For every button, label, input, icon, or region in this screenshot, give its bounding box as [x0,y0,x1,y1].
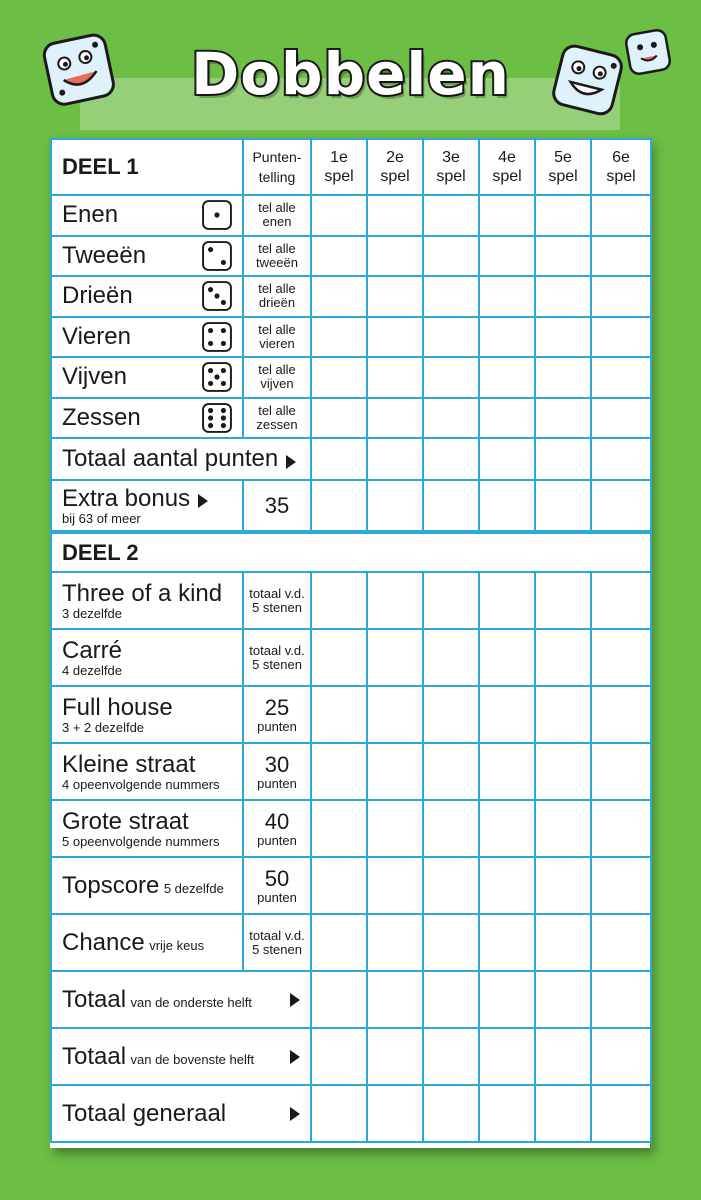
category-label: Topscore [62,871,160,899]
score-cell-part2-4-game-3[interactable] [423,743,479,800]
score-cell-part1-6-game-6[interactable] [591,398,651,439]
table-row [51,317,651,358]
score-cell-bonus-game-6[interactable] [591,480,651,532]
score-cell-part1-4-game-1[interactable] [311,317,367,358]
score-cell-part1-3-game-4[interactable] [479,276,535,317]
score-cell-total-points-game-1[interactable] [311,438,367,480]
points-rule-line: tel alle [258,321,296,337]
row-label [51,914,243,971]
points-rule [243,800,311,857]
points-rule-line: drieën [258,295,296,311]
category-note: 3 + 2 dezelfde [62,719,145,735]
totals-text [62,1044,254,1070]
game-column-header-6 [591,139,651,195]
score-cell-part1-1-game-6[interactable] [591,195,651,236]
points-rule [243,236,311,277]
die-face-6-icon [202,403,232,433]
score-cell-bonus-game-2[interactable] [367,480,423,532]
score-cell-part1-5-game-6[interactable] [591,357,651,398]
score-cell-part1-2-game-4[interactable] [479,236,535,277]
points-rule [243,317,311,358]
table-row [51,914,651,971]
score-cell-part1-3-game-6[interactable] [591,276,651,317]
score-cell-part1-5-game-2[interactable] [367,357,423,398]
game-column-header-5 [535,139,591,195]
score-cell-part2-7-game-6[interactable] [591,914,651,971]
score-cell-part1-3-game-3[interactable] [423,276,479,317]
score-cell-part1-5-game-5[interactable] [535,357,591,398]
score-cell-part2-2-game-6[interactable] [591,629,651,686]
row-label-wrap [62,362,242,392]
score-cell-totals-2-game-2[interactable] [367,1028,423,1085]
score-cell-part2-3-game-5[interactable] [535,686,591,743]
row-label [51,629,243,686]
score-cell-part2-5-game-6[interactable] [591,800,651,857]
score-cell-part1-2-game-6[interactable] [591,236,651,277]
totals-row [51,1028,651,1085]
totals-label [51,1028,311,1085]
total-points-text: Totaal aantal punten [62,445,279,472]
score-cell-part1-3-game-2[interactable] [367,276,423,317]
points-value: 30 [264,751,290,777]
game-number: 3e [442,149,460,166]
score-cell-totals-3-game-5[interactable] [535,1085,591,1142]
score-cell-part2-2-game-5[interactable] [535,629,591,686]
die-face-5-icon [202,362,232,392]
score-cell-part2-7-game-3[interactable] [423,914,479,971]
score-cell-part2-3-game-6[interactable] [591,686,651,743]
score-cell-part2-1-game-1[interactable] [311,572,367,629]
game-column-header-1 [311,139,367,195]
score-cell-totals-1-game-1[interactable] [311,971,367,1028]
bonus-sub: bij 63 of meer [62,510,141,526]
game-word: spel [380,168,410,185]
totals-text [62,1101,226,1127]
arrow-right-icon [290,1050,300,1064]
table-row [51,236,651,277]
score-cell-part2-1-game-4[interactable] [479,572,535,629]
score-cell-part1-4-game-5[interactable] [535,317,591,358]
points-rule [243,914,311,971]
points-rule-line: tel alle [258,402,296,418]
score-cell-total-points-game-4[interactable] [479,438,535,480]
score-cell-part1-5-game-3[interactable] [423,357,479,398]
totals-label [51,971,311,1028]
points-rule-line: vieren [259,335,295,351]
score-cell-totals-1-game-2[interactable] [367,971,423,1028]
section-title-deel-2 [51,532,651,572]
points-unit: punten [257,889,297,905]
points-rule-line: enen [262,214,292,230]
score-cell-part1-4-game-4[interactable] [479,317,535,358]
bonus-value [243,480,311,532]
points-value: 40 [264,808,290,834]
score-cell-part2-3-game-1[interactable] [311,686,367,743]
row-label [51,357,243,398]
points-unit: punten [257,832,297,848]
points-column-header [243,139,311,195]
bonus-label-line [62,486,242,512]
points-rule [243,276,311,317]
die-face-3-icon [202,281,232,311]
game-column-header-3 [423,139,479,195]
category-label: Enen [62,201,119,229]
score-cell-totals-3-game-3[interactable] [423,1085,479,1142]
score-cell-part1-3-game-5[interactable] [535,276,591,317]
die-face-1-icon [202,200,232,230]
score-cell-totals-2-game-6[interactable] [591,1028,651,1085]
game-word: spel [492,168,522,185]
game-number: 4e [498,149,516,166]
points-value: 50 [264,865,290,891]
points-rule [243,857,311,914]
row-label [51,398,243,439]
score-cell-part2-6-game-3[interactable] [423,857,479,914]
score-cell-totals-3-game-1[interactable] [311,1085,367,1142]
score-cell-bonus-game-1[interactable] [311,480,367,532]
score-cell-totals-3-game-4[interactable] [479,1085,535,1142]
score-cell-totals-2-game-3[interactable] [423,1028,479,1085]
game-word: spel [548,168,578,185]
table-row [51,572,651,629]
points-rule-line: 5 stenen [252,941,302,957]
score-cell-bonus-game-3[interactable] [423,480,479,532]
points-rule-line: tel alle [258,240,296,256]
score-cell-part2-7-game-4[interactable] [479,914,535,971]
row-label-wrap [62,322,242,352]
game-column-header-2 [367,139,423,195]
score-cell-part2-6-game-2[interactable] [367,857,423,914]
section-label: DEEL 2 [62,539,139,565]
totals-label-wrap [62,987,310,1013]
score-cell-part2-6-game-6[interactable] [591,857,651,914]
totals-note: van de bovenste helft [130,1051,255,1067]
table-row [51,629,651,686]
die-face-4-icon [202,322,232,352]
score-table [50,138,652,1143]
score-cell-part2-6-game-5[interactable] [535,857,591,914]
score-cell-part2-2-game-3[interactable] [423,629,479,686]
header-row [51,139,651,195]
arrow-right-icon [198,494,208,508]
table-row [51,276,651,317]
score-cell-part2-4-game-2[interactable] [367,743,423,800]
score-cell-part1-2-game-3[interactable] [423,236,479,277]
bonus-label [51,480,243,532]
points-header-line: Punten- [252,149,302,165]
row-label [51,276,243,317]
points-rule-line: totaal v.d. [249,927,305,943]
points-unit: punten [257,718,297,734]
table-row [51,195,651,236]
score-cell-part1-2-game-2[interactable] [367,236,423,277]
section-row-deel-2 [51,532,651,572]
score-cell-part2-5-game-5[interactable] [535,800,591,857]
score-cell-part2-7-game-2[interactable] [367,914,423,971]
score-cell-part2-7-game-1[interactable] [311,914,367,971]
score-cell-part2-1-game-2[interactable] [367,572,423,629]
totals-row [51,971,651,1028]
category-label: Kleine straat [62,750,196,778]
points-rule-line: tel alle [258,281,296,297]
category-note: 4 opeenvolgende nummers [62,776,220,792]
points-rule-line: tweeën [256,254,298,270]
category-label: Chance [62,928,145,956]
score-cell-part2-5-game-3[interactable] [423,800,479,857]
points-rule-line: zessen [256,416,298,432]
points-rule-line: totaal v.d. [249,585,305,601]
points-rule-line: totaal v.d. [249,642,305,658]
score-cell-part2-4-game-5[interactable] [535,743,591,800]
row-label-wrap [62,241,242,271]
category-label: Carré [62,636,123,664]
score-cell-part1-1-game-2[interactable] [367,195,423,236]
game-column-header-4 [479,139,535,195]
page-title: Dobbelen [191,40,510,108]
points-header-line: telling [258,169,296,185]
score-cell-totals-3-game-2[interactable] [367,1085,423,1142]
score-cell-part2-6-game-4[interactable] [479,857,535,914]
score-cell-part1-6-game-5[interactable] [535,398,591,439]
arrow-right-icon [290,1107,300,1121]
table-row [51,686,651,743]
table-row [51,357,651,398]
score-cell-part1-6-game-4[interactable] [479,398,535,439]
score-cell-part1-1-game-4[interactable] [479,195,535,236]
score-cell-part2-5-game-4[interactable] [479,800,535,857]
totals-label-wrap [62,1044,310,1070]
points-rule [243,195,311,236]
totals-title: Totaal generaal [62,1099,227,1127]
bonus-text: Extra bonus [62,484,191,512]
row-label [51,317,243,358]
section-title-deel-1 [51,139,243,195]
category-note: 5 dezelfde [163,880,224,896]
points-rule-line: tel alle [258,200,296,216]
table-row [51,857,651,914]
bonus-row [51,480,651,532]
game-number: 1e [330,149,348,166]
points-rule [243,629,311,686]
score-cell-part1-1-game-1[interactable] [311,195,367,236]
game-word: spel [606,168,636,185]
section-label: DEEL 1 [62,154,139,179]
score-cell-totals-2-game-1[interactable] [311,1028,367,1085]
row-label-wrap [62,281,242,311]
row-label [51,572,243,629]
points-rule [243,398,311,439]
score-cell-part2-3-game-3[interactable] [423,686,479,743]
score-cell-total-points-game-3[interactable] [423,438,479,480]
category-note: 4 dezelfde [62,662,122,678]
score-cell-part2-1-game-6[interactable] [591,572,651,629]
die-face-2-icon [202,241,232,271]
table-row [51,398,651,439]
totals-label [51,1085,311,1142]
total-points-label [51,438,311,480]
score-cell-part2-4-game-6[interactable] [591,743,651,800]
arrow-right-icon [290,993,300,1007]
score-cell-part2-4-game-1[interactable] [311,743,367,800]
row-label-wrap [62,403,242,433]
category-label: Full house [62,693,173,721]
score-cell-part1-2-game-1[interactable] [311,236,367,277]
score-cell-total-points-game-6[interactable] [591,438,651,480]
score-cell-part1-4-game-2[interactable] [367,317,423,358]
points-rule [243,572,311,629]
points-rule-line: tel alle [258,362,296,378]
score-cell-totals-2-game-4[interactable] [479,1028,535,1085]
score-cell-part1-5-game-1[interactable] [311,357,367,398]
table-row [51,800,651,857]
score-cell-part1-6-game-3[interactable] [423,398,479,439]
score-cell-part1-6-game-2[interactable] [367,398,423,439]
score-cell-part2-2-game-4[interactable] [479,629,535,686]
points-rule-line: 5 stenen [252,656,302,672]
row-label [51,195,243,236]
score-cell-totals-1-game-5[interactable] [535,971,591,1028]
score-cell-part2-6-game-1[interactable] [311,857,367,914]
score-cell-bonus-game-4[interactable] [479,480,535,532]
score-cell-part2-7-game-5[interactable] [535,914,591,971]
row-label-wrap [62,200,242,230]
score-cell-part2-3-game-4[interactable] [479,686,535,743]
game-word: spel [436,168,466,185]
score-card [50,138,650,1148]
game-number: 2e [386,149,404,166]
category-label: Drieën [62,282,133,310]
totals-note: van de onderste helft [130,994,252,1010]
score-cell-totals-1-game-6[interactable] [591,971,651,1028]
total-points-row [51,438,651,480]
score-cell-part2-1-game-3[interactable] [423,572,479,629]
score-cell-part1-4-game-6[interactable] [591,317,651,358]
score-cell-part1-1-game-3[interactable] [423,195,479,236]
points-rule-line: vijven [260,376,294,392]
points-rule-line: 5 stenen [252,599,302,615]
score-cell-totals-1-game-3[interactable] [423,971,479,1028]
points-unit: punten [257,775,297,791]
score-cell-part2-3-game-2[interactable] [367,686,423,743]
row-label [51,743,243,800]
score-cell-part1-5-game-4[interactable] [479,357,535,398]
arrow-right-icon [286,455,296,469]
category-label: Grote straat [62,807,189,835]
category-label: Vijven [62,363,127,391]
score-cell-part1-1-game-5[interactable] [535,195,591,236]
score-cell-part1-3-game-1[interactable] [311,276,367,317]
score-cell-totals-2-game-5[interactable] [535,1028,591,1085]
totals-label-wrap [62,1101,310,1127]
score-cell-totals-3-game-6[interactable] [591,1085,651,1142]
points-rule [243,743,311,800]
category-note: 3 dezelfde [62,605,122,621]
score-cell-totals-1-game-4[interactable] [479,971,535,1028]
score-cell-part2-5-game-1[interactable] [311,800,367,857]
row-label [51,236,243,277]
game-number: 5e [554,149,572,166]
game-word: spel [324,168,354,185]
game-number: 6e [612,149,630,166]
score-cell-part2-2-game-2[interactable] [367,629,423,686]
score-cell-part1-4-game-3[interactable] [423,317,479,358]
table-row [51,743,651,800]
score-cell-total-points-game-2[interactable] [367,438,423,480]
bonus-points: 35 [264,492,290,518]
score-cell-total-points-game-5[interactable] [535,438,591,480]
category-note: vrije keus [149,937,205,953]
category-note: 5 opeenvolgende nummers [62,833,220,849]
row-label [51,800,243,857]
category-label: Three of a kind [62,579,223,607]
score-cell-part2-4-game-4[interactable] [479,743,535,800]
points-value: 25 [264,694,290,720]
score-cell-part2-2-game-1[interactable] [311,629,367,686]
category-label: Zessen [62,403,141,431]
totals-title: Totaal [62,985,127,1013]
score-cell-part1-6-game-1[interactable] [311,398,367,439]
score-cell-part2-5-game-2[interactable] [367,800,423,857]
category-label: Vieren [62,322,131,350]
row-label [51,686,243,743]
row-label [51,857,243,914]
points-rule [243,357,311,398]
score-cell-bonus-game-5[interactable] [535,480,591,532]
score-cell-part1-2-game-5[interactable] [535,236,591,277]
totals-title: Totaal [62,1042,127,1070]
totals-text [62,987,252,1013]
category-label: Tweeën [62,241,147,269]
points-rule [243,686,311,743]
totals-row [51,1085,651,1142]
score-cell-part2-1-game-5[interactable] [535,572,591,629]
